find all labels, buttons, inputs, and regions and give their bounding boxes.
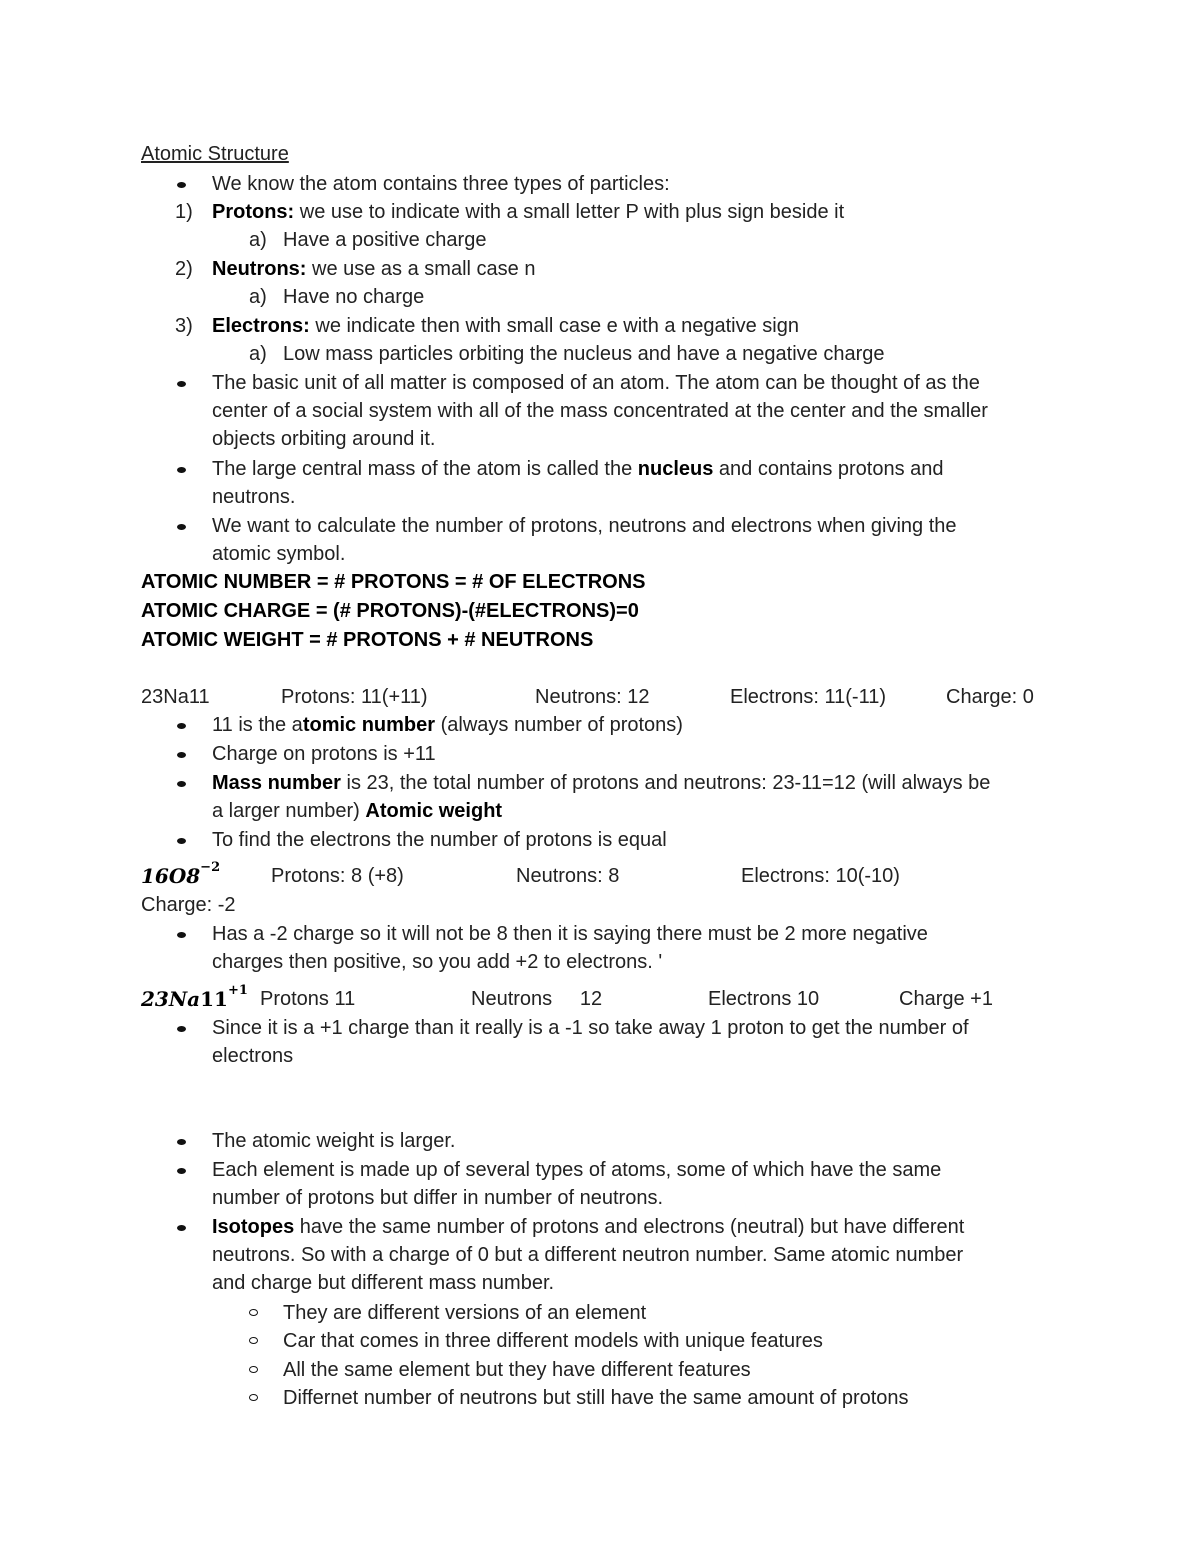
bullet-icon: [177, 1026, 186, 1032]
nucleus-line2: neutrons.: [212, 486, 296, 508]
example2-symbol: [141, 860, 221, 892]
nucleus-pre: The large central mass of the atom is called the: [212, 458, 638, 480]
bullet-icon: [177, 1139, 186, 1145]
sub-letter: a): [249, 286, 267, 308]
element-types-line2: number of protons but differ in number of neutrons.: [212, 1187, 664, 1209]
protons-item: [212, 200, 844, 224]
example3-charge: Charge +1: [899, 988, 993, 1010]
electrons-item: [212, 314, 799, 338]
example1-bullet3-line1: [212, 771, 990, 795]
example1-electrons: Electrons: 11(-11): [730, 686, 886, 708]
example1-protons: Protons: 11(+11): [281, 686, 428, 708]
electrons-sub: Low mass particles orbiting the nucleus and have a negative charge: [283, 343, 885, 365]
isotopes-line1: [212, 1215, 964, 1239]
example3-bullet-line1: Since it is a +1 charge than it really is a -1 so take away 1 proton to get the number of: [212, 1017, 969, 1039]
nucleus-term: nucleus: [637, 458, 714, 480]
neutrons-desc: we use as a small case n: [306, 258, 536, 280]
sub-bullet-item: All the same element but they have different features: [283, 1359, 751, 1381]
larger-number-pre: a larger number): [212, 800, 366, 822]
sub-letter: a): [249, 343, 267, 365]
bullet-icon: [177, 838, 186, 844]
bullet-icon: [177, 752, 186, 758]
isotopes-post: have the same number of protons and electrons (neutral) but have different: [294, 1216, 965, 1238]
bullet-icon: [177, 381, 186, 387]
hollow-bullet-icon: [249, 1366, 258, 1373]
sub-bullet-item: Car that comes in three different models with unique features: [283, 1330, 823, 1352]
example3-atomic-number: 11: [200, 987, 228, 1011]
bullet-icon: [177, 781, 186, 787]
formula-atomic-weight: ATOMIC WEIGHT = # PROTONS + # NEUTRONS: [141, 629, 594, 651]
example1-neutrons: Neutrons: 12: [535, 686, 650, 708]
atomic-weight-term: Atomic weight: [365, 800, 503, 822]
bullet-icon: [177, 1225, 186, 1231]
electrons-term: Electrons:: [212, 315, 310, 337]
example2-electrons: Electrons: 10(-10): [741, 865, 900, 887]
page-title: Atomic Structure: [141, 143, 289, 165]
protons-sub: Have a positive charge: [283, 229, 487, 251]
example2-bullet-line2: charges then positive, so you add +2 to electrons. ': [212, 951, 663, 973]
sub-bullet-item: They are different versions of an element: [283, 1302, 647, 1324]
bullet-icon: [177, 723, 186, 729]
example2-bullet-line1: Has a -2 charge so it will not be 8 then it is saying there must be 2 more negative: [212, 923, 928, 945]
nucleus-post: and contains protons and: [713, 458, 944, 480]
example2-charge: Charge: -2: [141, 894, 236, 916]
example3-electrons: Electrons 10: [708, 988, 820, 1010]
example1-bullet1: [212, 713, 683, 737]
intro-text: We know the atom contains three types of particles:: [212, 173, 670, 195]
calculate-line2: atomic symbol.: [212, 543, 346, 565]
list-number: 3): [175, 315, 193, 337]
hollow-bullet-icon: [249, 1337, 258, 1344]
basic-unit-line2: center of a social system with all of the mass concentrated at the center and the smaller: [212, 400, 988, 422]
example3-symbol: [141, 983, 248, 1015]
bullet-icon: [177, 932, 186, 938]
calculate-line1: We want to calculate the number of protons, neutrons and electrons when giving the: [212, 515, 957, 537]
electrons-desc: we indicate then with small case e with a negative sign: [309, 315, 799, 337]
example2-symbol-text: 16O8: [141, 864, 201, 888]
nucleus-line1: [212, 457, 944, 481]
list-number: 2): [175, 258, 193, 280]
example1-bullet2: Charge on protons is +11: [212, 743, 436, 765]
example3-mass: 23: [141, 987, 169, 1011]
bullet-icon: [177, 524, 186, 530]
bullet-icon: [177, 467, 186, 473]
list-number: 1): [175, 201, 193, 223]
atomic-number-pre: 11 is the a: [212, 714, 303, 736]
example1-bullet4: To find the electrons the number of protons is equal: [212, 829, 667, 851]
example3-neutrons: Neutrons 12: [471, 988, 603, 1010]
formula-atomic-number: ATOMIC NUMBER = # PROTONS = # OF ELECTRONS: [141, 571, 646, 593]
protons-desc: we use to indicate with a small letter P with plus sign beside it: [294, 201, 845, 223]
atomic-weight-larger: The atomic weight is larger.: [212, 1130, 456, 1152]
basic-unit-line3: objects orbiting around it.: [212, 428, 436, 450]
neutrons-item: [212, 257, 535, 281]
neutrons-sub: Have no charge: [283, 286, 425, 308]
atomic-number-post: (always number of protons): [435, 714, 683, 736]
example3-protons: Protons 11: [260, 988, 356, 1010]
example2-superscript: −2: [200, 860, 221, 875]
sub-letter: a): [249, 229, 267, 251]
atomic-number-term: tomic number: [302, 714, 436, 736]
example3-element: Na: [168, 987, 201, 1011]
example1-bullet3-line2: [212, 799, 502, 823]
neutrons-term: Neutrons:: [212, 258, 307, 280]
example2-neutrons: Neutrons: 8: [516, 865, 620, 887]
mass-number-post: is 23, the total number of protons and neutrons: 23-11=12 (will always be: [340, 772, 991, 794]
element-types-line1: Each element is made up of several types of atoms, some of which have the same: [212, 1159, 942, 1181]
example1-charge: Charge: 0: [946, 686, 1034, 708]
isotopes-line2: neutrons. So with a charge of 0 but a different neutron number. Same atomic number: [212, 1244, 964, 1266]
basic-unit-line1: The basic unit of all matter is composed of an atom. The atom can be thought of as the: [212, 372, 980, 394]
bullet-icon: [177, 1168, 186, 1174]
example3-superscript: +1: [227, 983, 248, 998]
mass-number-term: Mass number: [212, 772, 341, 794]
protons-term: Protons:: [212, 201, 295, 223]
sub-bullet-item: Differnet number of neutrons but still have the same amount of protons: [283, 1387, 909, 1409]
hollow-bullet-icon: [249, 1394, 258, 1401]
hollow-bullet-icon: [249, 1309, 258, 1316]
isotopes-line3: and charge but different mass number.: [212, 1272, 555, 1294]
example1-symbol: 23Na11: [141, 686, 210, 708]
formula-atomic-charge: ATOMIC CHARGE = (# PROTONS)-(#ELECTRONS)=0: [141, 600, 639, 622]
bullet-icon: [177, 182, 186, 188]
example3-bullet-line2: electrons: [212, 1045, 294, 1067]
example2-protons: Protons: 8 (+8): [271, 865, 404, 887]
isotopes-term: Isotopes: [212, 1216, 295, 1238]
